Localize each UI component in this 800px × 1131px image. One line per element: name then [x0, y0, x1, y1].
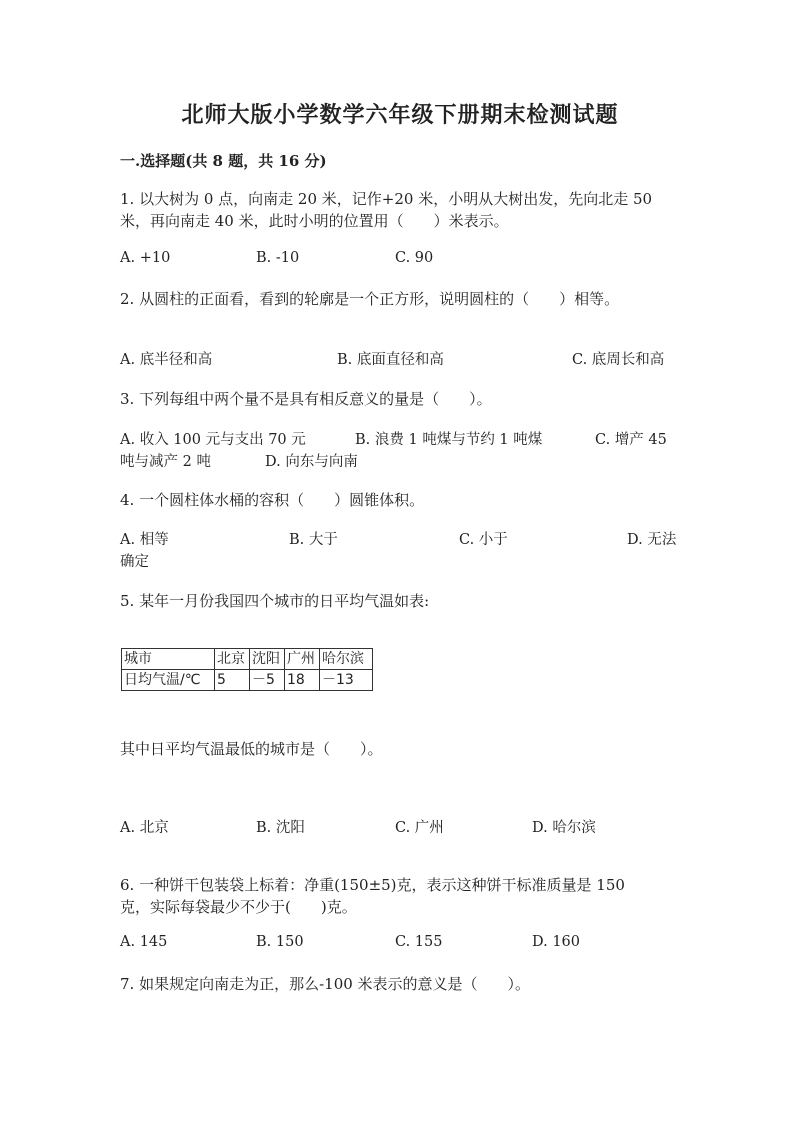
question-2-option-c: C. 底周长和高	[572, 352, 665, 368]
question-3-option-b: B. 浪费 1 吨煤与节约 1 吨煤	[355, 432, 543, 448]
question-1-option-b: B. -10	[256, 250, 300, 266]
table-header-cell: 沈阳	[250, 649, 285, 670]
table-cell: －13	[320, 670, 373, 691]
table-row	[122, 670, 373, 691]
question-2-option-b: B. 底面直径和高	[337, 352, 444, 368]
question-5-option-d: D. 哈尔滨	[532, 820, 596, 836]
table-header-cell: 城市	[122, 649, 215, 670]
page-title: 北师大版小学数学六年级下册期末检测试题	[181, 102, 619, 128]
question-3-option-d: D. 向东与向南	[265, 454, 358, 470]
question-4-option-d: D. 无法	[627, 532, 677, 548]
question-6-line-1: 6. 一种饼干包装袋上标着：净重(150±5)克，表示这种饼干标准质量是 150	[120, 876, 625, 894]
table-header-cell: 哈尔滨	[320, 649, 373, 670]
question-1-line-2: 米，再向南走 40 米，此时小明的位置用（ ）米表示。	[120, 212, 509, 230]
question-6-option-d: D. 160	[532, 934, 581, 950]
question-5-line-2: 其中日平均气温最低的城市是（ ）。	[120, 740, 383, 758]
question-2-option-a: A. 底半径和高	[120, 352, 213, 368]
section-heading: 一.选择题(共 8 题，共 16 分)	[120, 152, 327, 170]
question-1-option-c: C. 90	[395, 250, 434, 266]
question-6-option-c: C. 155	[395, 934, 443, 950]
question-5-option-b: B. 沈阳	[256, 820, 305, 836]
table-cell: 5	[215, 670, 250, 691]
question-5-option-c: C. 广州	[395, 820, 444, 836]
question-3-option-c-continued: 吨与减产 2 吨	[120, 454, 211, 470]
question-3-option-a: A. 收入 100 元与支出 70 元	[120, 432, 306, 448]
table-header-cell: 北京	[215, 649, 250, 670]
question-5-option-a: A. 北京	[120, 820, 169, 836]
question-1-option-a: A. +10	[120, 250, 171, 266]
temperature-table	[121, 648, 373, 691]
question-6-line-2: 克，实际每袋最少不少于( )克。	[120, 898, 357, 916]
question-4-option-a: A. 相等	[120, 532, 169, 548]
question-4-option-d-continued: 确定	[120, 554, 149, 570]
question-4-line-1: 4. 一个圆柱体水桶的容积（ ）圆锥体积。	[120, 491, 425, 509]
question-6-option-b: B. 150	[256, 934, 304, 950]
question-3-line-1: 3. 下列每组中两个量不是具有相反意义的量是（ ）。	[120, 390, 492, 408]
table-header-cell: 广州	[285, 649, 320, 670]
question-4-option-b: B. 大于	[289, 532, 338, 548]
table-cell: －5	[250, 670, 285, 691]
question-5-line-1: 5. 某年一月份我国四个城市的日平均气温如表:	[120, 592, 430, 610]
question-7-line-1: 7. 如果规定向南走为正，那么-100 米表示的意义是（ ）。	[120, 975, 531, 993]
table-cell: 18	[285, 670, 320, 691]
question-6-option-a: A. 145	[120, 934, 168, 950]
question-1-line-1: 1. 以大树为 0 点，向南走 20 米，记作+20 米，小明从大树出发，先向北走 50	[120, 190, 653, 208]
question-4-option-c: C. 小于	[459, 532, 508, 548]
table-cell: 日均气温/℃	[122, 670, 215, 691]
question-3-option-c: C. 增产 45	[595, 432, 667, 448]
question-2-line-1: 2. 从圆柱的正面看，看到的轮廓是一个正方形，说明圆柱的（ ）相等。	[120, 290, 620, 308]
table-header-row	[122, 649, 373, 670]
